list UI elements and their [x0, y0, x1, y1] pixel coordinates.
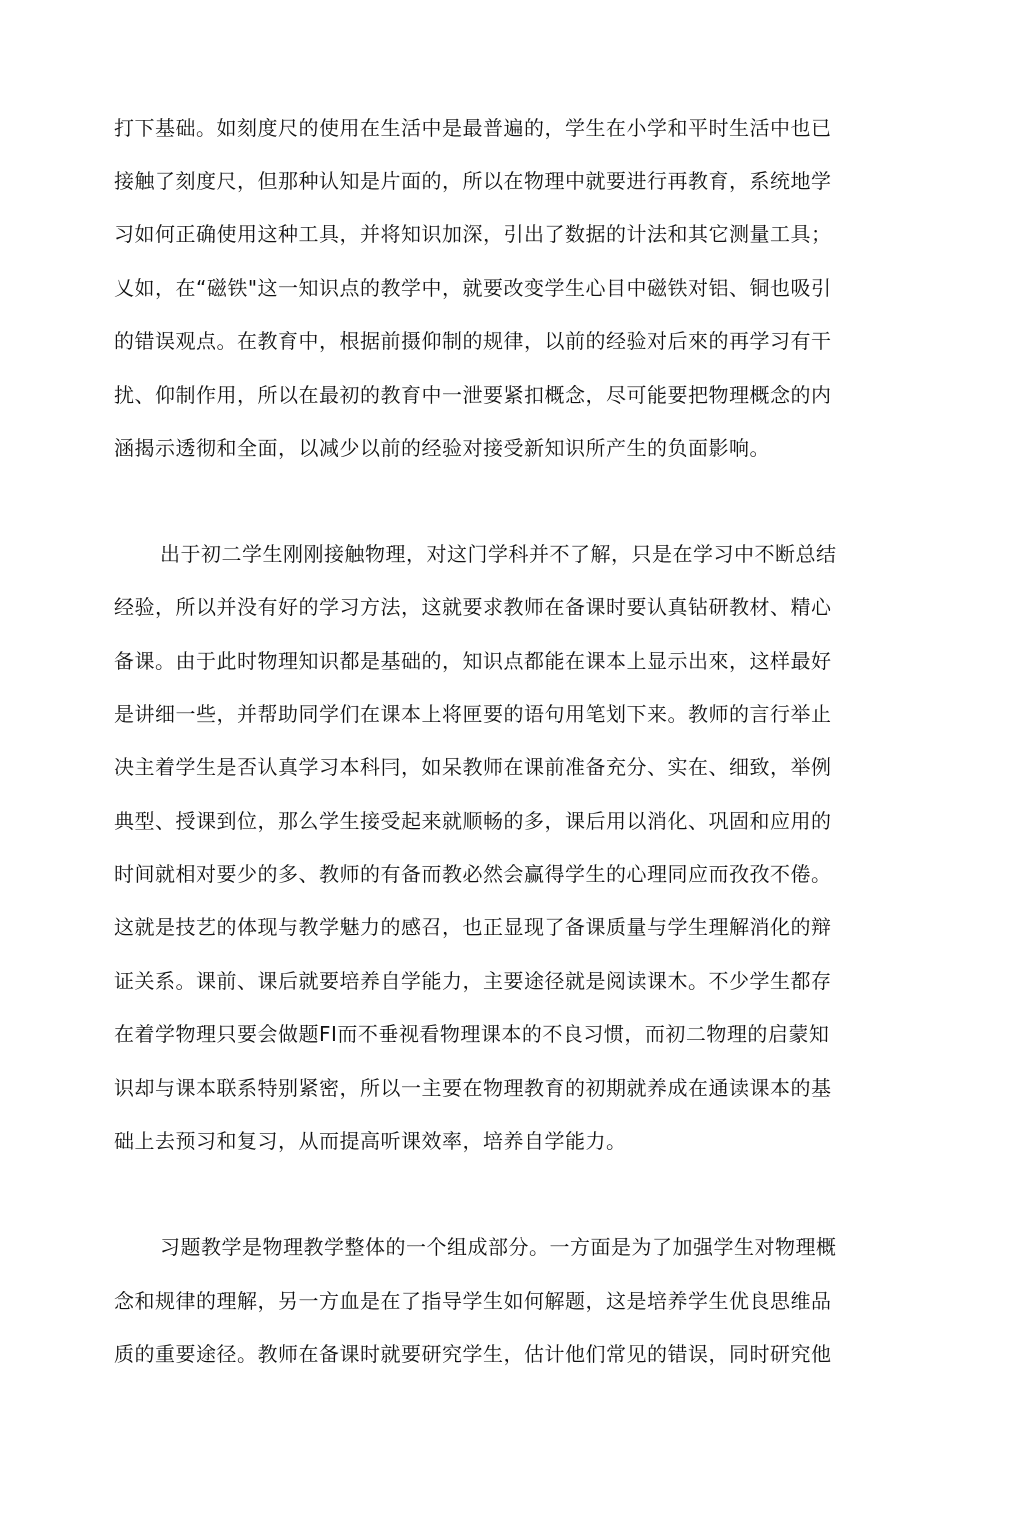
paragraph-3-line-2: 念和规律的理解，另一方血是在了指导学生如何解题，这是培养学生优良思维品	[114, 1289, 832, 1313]
paragraph-2-line-11: 识却与课本联系特别紧密，所以一主要在物理教育的初期就养成在通读课本的基	[114, 1076, 832, 1100]
paragraph-1-line-3: 习如何正确使用这种工具，并将知识加深，引出了数据的计法和其它测量工具；	[114, 222, 832, 246]
paragraph-1-line-1: 打下基础。如刻度尺的使用在生活中是最普遍的，学生在小学和平时生活中也已	[114, 116, 832, 140]
paragraph-2-line-5: 决主着学生是否认真学习本科冃，如呆教师在课前准备充分、实在、细致，举例	[114, 755, 832, 779]
paragraph-3-line-1: 习题教学是物理教学整体的一个组成部分。一方面是为了加强学生对物理概	[160, 1235, 837, 1259]
paragraph-1-line-5: 的错误观点。在教育中，根据前摄仰制的规律，以前的经验对后來的再学习有干	[114, 329, 832, 353]
paragraph-1-line-6: 扰、仰制作用，所以在最初的教育中一泄要紧扣概念，尽可能要把物理概念的内	[114, 383, 832, 407]
paragraph-2-line-9: 证关系。课前、课后就要培养自学能力，主要途径就是阅读课木。不少学生都存	[114, 969, 832, 993]
paragraph-1-line-2: 接触了刻度尺，但那种认知是片面的，所以在物理中就要进行再教育，系统地学	[114, 169, 832, 193]
paragraph-2-line-7: 时间就相对要少的多、教师的有备而教必然会赢得学生的心理同应而孜孜不倦。	[114, 862, 832, 886]
paragraph-2-line-2: 经验，所以并没有好的学习方法，这就要求教师在备课时要认真钻研教材、精心	[114, 595, 832, 619]
paragraph-2-line-1: 出于初二学生刚刚接触物理，对这门学科并不了解，只是在学习中不断总结	[160, 542, 837, 566]
paragraph-1-line-7: 涵揭示透彻和全面，以减少以前的经验对接受新知识所产生的负面影响。	[114, 436, 770, 460]
paragraph-2-line-6: 典型、授课到位，那么学生接受起来就顺畅的多，课后用以消化、巩固和应用的	[114, 809, 832, 833]
paragraph-2-line-12: 础上去预习和复习，从而提高听课效率，培养自学能力。	[114, 1129, 627, 1153]
paragraph-2-line-8: 这就是技艺的体现与教学魅力的感召，也正显现了备课质量与学生理解消化的辩	[114, 915, 832, 939]
paragraph-1-line-4: 乂如，在“磁铁"这一知识点的教学中，就要改变学生心目中磁铁对铝、铜也吸引	[114, 276, 832, 300]
paragraph-3-line-3: 质的重要途径。教师在备课时就要研究学生，估计他们常见的错误，同时研究他	[114, 1342, 832, 1366]
paragraph-2-line-10: 在着学物理只要会做题FI而不垂视看物理课本的不良习惯，而初二物理的启蒙知	[114, 1022, 830, 1046]
paragraph-2-line-4: 是讲细一些，并帮助同学们在课本上将匣要的语句用笔划下来。教师的言行举止	[114, 702, 832, 726]
paragraph-2-line-3: 备课。由于此时物理知识都是基础的，知识点都能在课本上显示出來，这样最好	[114, 649, 832, 673]
